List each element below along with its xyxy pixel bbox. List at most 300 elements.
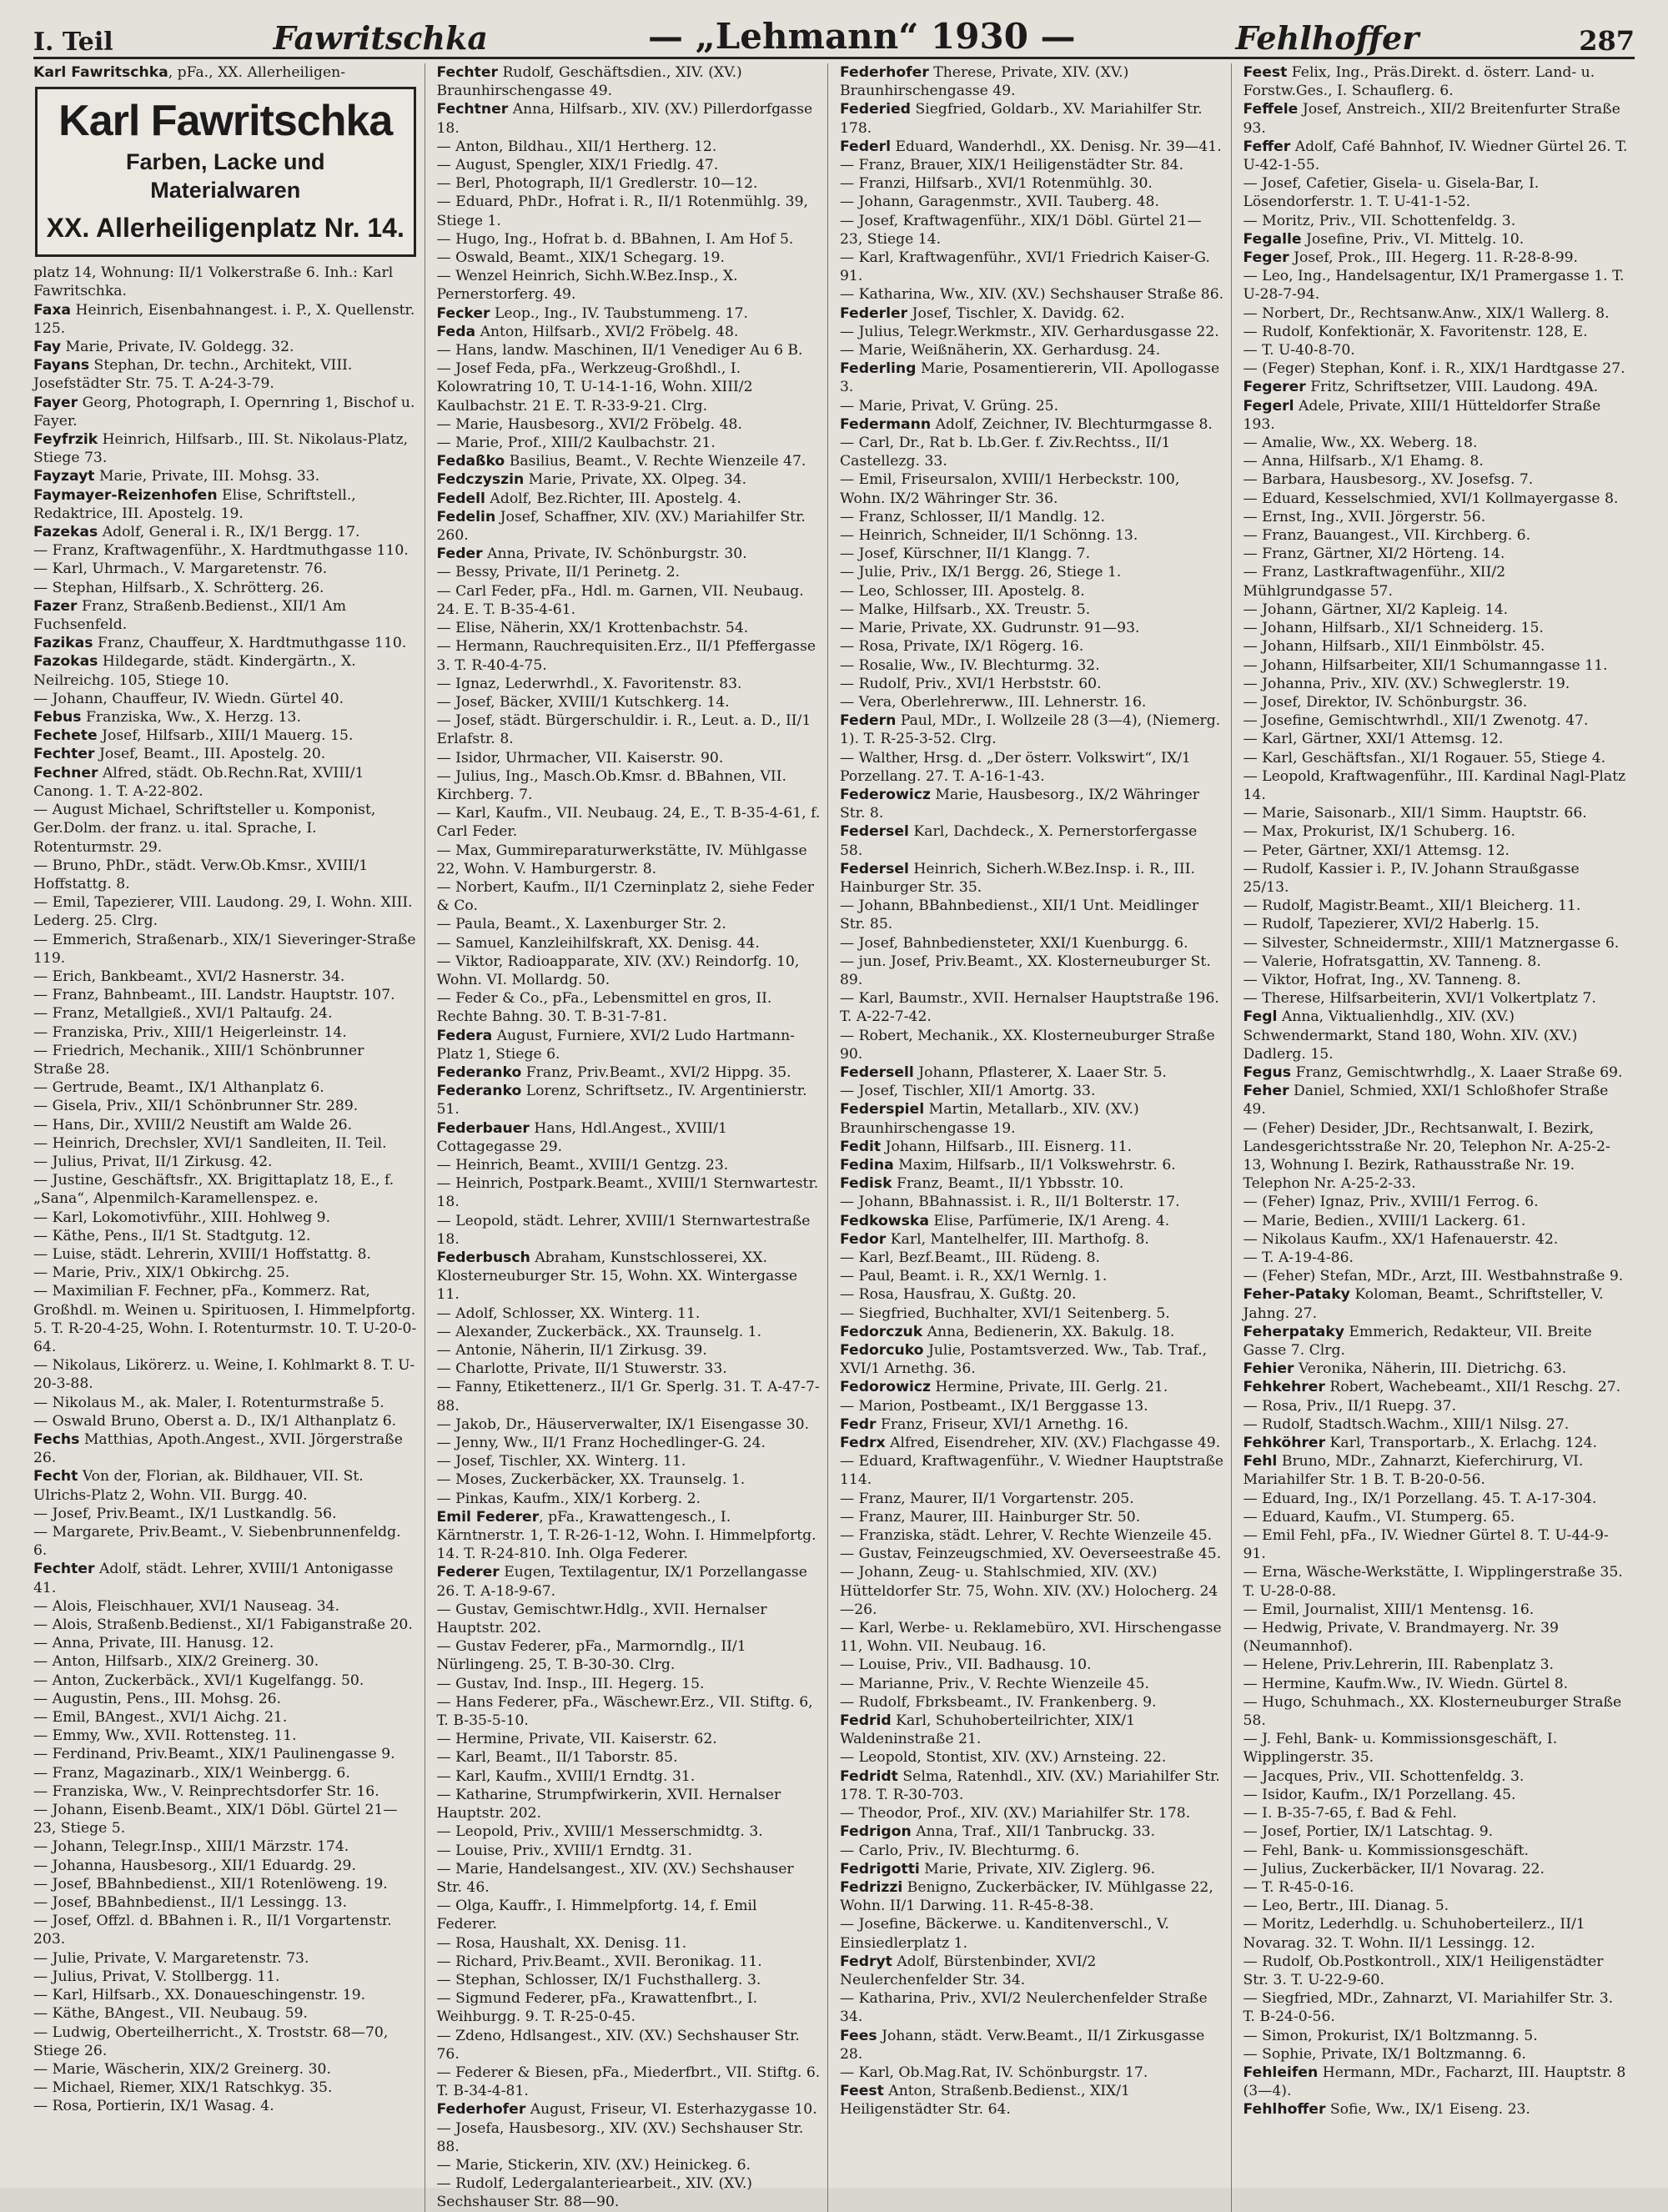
directory-entry bbox=[840, 1619, 1224, 1656]
directory-entry bbox=[1243, 452, 1629, 470]
entry-details: Marie, Private, IV. Goldegg. 32. bbox=[65, 339, 294, 356]
entry-details: Heinrich, Hilfsarb., III. St. Nikolaus-Platz, Stiege 73. bbox=[33, 431, 409, 467]
entry-surname: Fedit bbox=[840, 1138, 882, 1155]
directory-columns bbox=[33, 63, 1635, 2211]
entry-details: — Ernst, Ing., XVII. Jörgerstr. 56. bbox=[1243, 508, 1486, 525]
entry-details: — Carl Feder, pFa., Hdl. m. Garnen, VII. Neubaug. 24. E. T. B-35-4-61. bbox=[436, 582, 804, 618]
entry-details: — Johann, BBahnassist. i. R., II/1 Bolterstr. 17. bbox=[840, 1194, 1180, 1211]
directory-entry bbox=[840, 1822, 1224, 1841]
entry-details: — Stephan, Hilfsarb., X. Schrötterg. 26. bbox=[33, 579, 324, 596]
entry-details: — Marie, Wäscherin, XIX/2 Greinerg. 30. bbox=[33, 2060, 331, 2078]
directory-entry bbox=[33, 1097, 418, 1115]
directory-entry bbox=[840, 1563, 1224, 1619]
directory-entry bbox=[1243, 897, 1629, 915]
directory-entry bbox=[1243, 675, 1629, 693]
directory-entry bbox=[437, 1378, 821, 1415]
directory-entry bbox=[1243, 1860, 1629, 1878]
entry-details: Karl, Mantelhelfer, III. Marthofg. 8. bbox=[890, 1230, 1149, 1248]
column-4 bbox=[1243, 63, 1635, 2212]
entry-details: Anna, Hilfsarb., XIV. (XV.) Pillerdorfgasse 18. bbox=[436, 101, 813, 137]
ad-address: XX. Allerheiligenplatz Nr. 14. bbox=[46, 213, 404, 244]
entry-details: — Josef, Bahnbediensteter, XXI/1 Kuenburgg. 6. bbox=[840, 934, 1188, 952]
entry-details: — Johann, Chauffeur, IV. Wiedn. Gürtel 40. bbox=[33, 690, 344, 707]
directory-entry bbox=[33, 394, 418, 430]
entry-surname: Fedrx bbox=[840, 1435, 886, 1452]
entry-details: — Hans Federer, pFa., Wäschewr.Erz., VII. Stiftg. 6, T. B-35-5-10. bbox=[436, 1693, 813, 1730]
entry-details: — Josef, Portier, IX/1 Latschtag. 9. bbox=[1243, 1823, 1494, 1841]
entry-details: Hermann, MDr., Facharzt, III. Hauptstr. 8 (3—4). bbox=[1243, 2064, 1626, 2100]
entry-details: Abraham, Kunstschlosserei, XX. Klosterneuburger Str. 15, Wohn. XX. Wintergasse 11. bbox=[436, 1249, 798, 1304]
column-3 bbox=[840, 63, 1232, 2212]
directory-entry bbox=[33, 857, 418, 893]
directory-entry bbox=[33, 486, 418, 523]
entry-surname: Fedorczuk bbox=[840, 1323, 923, 1340]
directory-entry bbox=[33, 1227, 418, 1245]
entry-surname: Fayzayt bbox=[33, 468, 95, 485]
entry-details: — T. A-19-4-86. bbox=[1243, 1249, 1354, 1266]
entry-details: — Karl, Gärtner, XXI/1 Attemsg. 12. bbox=[1243, 731, 1504, 748]
entry-surname: Feher-Pataky bbox=[1243, 1286, 1350, 1304]
directory-entry bbox=[840, 860, 1224, 897]
entry-details: Josefine, Priv., VI. Mittelg. 10. bbox=[1306, 230, 1525, 248]
directory-entry bbox=[1243, 1675, 1629, 1693]
entry-details: — Berl, Photograph, II/1 Gredlerstr. 10—12. bbox=[436, 175, 758, 193]
directory-entry bbox=[840, 1323, 1224, 1341]
directory-entry bbox=[1243, 1360, 1629, 1378]
entry-details: — Karl, Beamt., II/1 Taborstr. 85. bbox=[436, 1749, 678, 1767]
directory-entry bbox=[1243, 1415, 1629, 1434]
entry-surname: Fedaßko bbox=[436, 453, 505, 470]
entry-details: — Carlo, Priv., IV. Blechturmg. 6. bbox=[840, 1842, 1080, 1859]
entry-surname: Fazokas bbox=[33, 653, 98, 671]
directory-entry bbox=[1243, 1693, 1629, 1730]
directory-entry bbox=[1243, 1008, 1629, 1063]
directory-entry bbox=[840, 1285, 1224, 1304]
directory-entry bbox=[840, 249, 1224, 285]
entry-details: Franz, Straßenb.Bedienst., XII/1 Am Fuchsenfeld. bbox=[33, 597, 347, 634]
entry-details: — Hermine, Private, VII. Kaiserstr. 62. bbox=[436, 1731, 717, 1748]
directory-entry bbox=[840, 989, 1224, 1026]
directory-entry bbox=[840, 656, 1224, 675]
entry-details: — Erna, Wäsche-Werkstätte, I. Wipplingerstraße 35. T. U-28-0-88. bbox=[1243, 1564, 1623, 1600]
directory-entry bbox=[1243, 1230, 1629, 1249]
directory-entry bbox=[33, 634, 418, 652]
entry-details: Josef, Tischler, X. Davidg. 62. bbox=[912, 304, 1125, 322]
directory-entry bbox=[33, 1134, 418, 1153]
entry-details: — Nikolaus, Likörerz. u. Weine, I. Kohlmarkt 8. T. U-20-3-88. bbox=[33, 1357, 415, 1393]
entry-details: Johann, Hilfsarb., III. Eisnerg. 11. bbox=[885, 1138, 1133, 1155]
directory-entry bbox=[33, 1837, 418, 1856]
directory-entry bbox=[437, 1434, 821, 1452]
entry-details: Von der, Florian, ak. Bildhauer, VII. St. Ulrichs-Platz 2, Wohn. VII. Burgg. 40. bbox=[33, 1468, 364, 1504]
entry-details: — Gisela, Priv., XII/1 Schönbrunner Str. 289. bbox=[33, 1098, 359, 1115]
entry-details: — Robert, Mechanik., XX. Klosterneuburger Straße 90. bbox=[840, 1027, 1215, 1063]
entry-details: Koloman, Beamt., Schriftsteller, V. Jahng. 27. bbox=[1243, 1286, 1604, 1322]
entry-surname: Emil Federer bbox=[436, 1508, 540, 1526]
entry-details: Marie, Private, XIV. Ziglerg. 96. bbox=[924, 1860, 1156, 1878]
entry-details: — Heinrich, Beamt., XVIII/1 Gentzg. 23. bbox=[436, 1156, 729, 1174]
entry-details: — August, Spengler, XIX/1 Friedlg. 47. bbox=[436, 157, 719, 174]
entry-details: — Josef, Direktor, IV. Schönburgstr. 36. bbox=[1243, 693, 1528, 711]
directory-entry bbox=[1243, 174, 1629, 211]
entry-surname: Feder bbox=[436, 545, 483, 563]
entry-details: — Hans, landw. Maschinen, II/1 Venediger Au 6 B. bbox=[436, 342, 803, 359]
entry-details: Marie, Posamentiererin, VII. Apollogasse 3. bbox=[840, 360, 1220, 396]
entry-details: — Valerie, Hofratsgattin, XV. Tanneng. 8. bbox=[1243, 953, 1541, 970]
entry-details: — Anton, Bildhau., XII/1 Hertherg. 12. bbox=[436, 138, 717, 155]
directory-entry bbox=[1243, 842, 1629, 860]
entry-details: — Alois, Straßenb.Bedienst., XI/1 Fabiganstraße 20. bbox=[33, 1616, 413, 1634]
directory-entry bbox=[1243, 508, 1629, 526]
directory-entry bbox=[1243, 1452, 1629, 1489]
entry-details: — Josef, Offzl. d. BBahnen i. R., II/1 Vorgartenstr. 203. bbox=[33, 1913, 392, 1948]
entry-details: — Karl, Geschäftsfan., XI/1 Rogauer. 55, Stiege 4. bbox=[1243, 749, 1606, 767]
directory-entry bbox=[33, 1690, 418, 1708]
directory-entry bbox=[840, 545, 1224, 563]
directory-entry bbox=[33, 1394, 418, 1412]
directory-entry bbox=[437, 1063, 821, 1082]
entry-details: — Rudolf, Magistr.Beamt., XII/1 Bleicherg. 11. bbox=[1243, 897, 1581, 915]
directory-entry bbox=[33, 2060, 418, 2079]
entry-details: — Helene, Priv.Lehrerin, III. Rabenplatz 3. bbox=[1243, 1656, 1555, 1674]
entry-details: — Katharine, Strumpfwirkerin, XVII. Hernalser Hauptstr. 202. bbox=[436, 1786, 781, 1822]
directory-entry bbox=[437, 711, 821, 748]
directory-entry bbox=[840, 582, 1224, 601]
entry-details: , pFa., XX. Allerheiligen- bbox=[168, 64, 346, 81]
directory-entry bbox=[840, 470, 1224, 507]
entry-details: — Emmerich, Straßenarb., XIX/1 Sieveringer-Straße 119. bbox=[33, 931, 416, 967]
directory-title: — „Lehmann“ 1930 — bbox=[647, 16, 1076, 57]
entry-surname: Fegalle bbox=[1243, 230, 1302, 248]
entry-details: — Käthe, Pens., II/1 St. Stadtgutg. 12. bbox=[33, 1227, 311, 1244]
entry-details: — Johanna, Priv., XIV. (XV.) Schweglerstr. 19. bbox=[1243, 675, 1570, 692]
entry-details: Sofie, Ww., IX/1 Eiseng. 23. bbox=[1329, 2101, 1530, 2119]
entry-details: — Elise, Näherin, XX/1 Krottenbachstr. 54. bbox=[436, 620, 749, 637]
entry-surname: Fayans bbox=[33, 357, 90, 375]
entry-details: — Barbara, Hausbesorg., XV. Josefsg. 7. bbox=[1243, 471, 1534, 489]
entry-details: — Josef, Tischler, XII/1 Amortg. 33. bbox=[840, 1083, 1096, 1100]
entry-details: — Friedrich, Mechanik., XIII/1 Schönbrunner Straße 28. bbox=[33, 1042, 364, 1078]
directory-entry bbox=[33, 1523, 418, 1560]
entry-details: — Siegfried, Buchhalter, XVI/1 Seitenberg. 5. bbox=[840, 1305, 1170, 1322]
entry-details: — Marie, Saisonarb., XII/1 Simm. Hauptstr. 66. bbox=[1243, 805, 1587, 822]
entry-details: Therese, Private, XIV. (XV.) Braunhirschengasse 49. bbox=[840, 64, 1129, 100]
directory-entry bbox=[437, 545, 821, 563]
entry-details: Robert, Wachebeamt., XII/1 Reschg. 27. bbox=[1329, 1379, 1621, 1396]
entry-details: — Hans, Dir., XVIII/2 Neustift am Walde 26. bbox=[33, 1116, 353, 1134]
directory-entry bbox=[1243, 637, 1629, 656]
directory-entry bbox=[840, 1341, 1224, 1378]
entry-details: — Rosa, Hausfrau, X. Gußtg. 20. bbox=[840, 1286, 1077, 1304]
entry-details: — Samuel, Kanzleihilfskraft, XX. Denisg. 44. bbox=[436, 934, 760, 952]
entry-details: — Hermann, Rauchrequisiten.Erz., II/1 Pfeffergasse 3. T. R-40-4-75. bbox=[436, 638, 816, 674]
directory-entry bbox=[33, 1004, 418, 1023]
directory-entry bbox=[840, 1174, 1224, 1193]
directory-entry bbox=[437, 2174, 821, 2211]
entry-details: — Leopold, städt. Lehrer, XVIII/1 Sternwartestraße 18. bbox=[436, 1212, 811, 1248]
directory-entry bbox=[840, 1193, 1224, 1211]
last-entry-heading: Fehlhoffer bbox=[1235, 19, 1419, 57]
directory-entry bbox=[437, 193, 821, 229]
entry-details: — Zdeno, Hdlsangest., XIV. (XV.) Sechshauser Str. 76. bbox=[436, 2027, 800, 2063]
entry-details: Adolf, General i. R., IX/1 Bergg. 17. bbox=[102, 524, 360, 541]
directory-entry bbox=[33, 1412, 418, 1430]
first-entry-heading: Fawritschka bbox=[273, 19, 488, 57]
directory-entry bbox=[840, 749, 1224, 786]
directory-entry bbox=[33, 1597, 418, 1616]
directory-entry bbox=[33, 1893, 418, 1912]
directory-entry bbox=[1243, 2027, 1629, 2045]
directory-entry bbox=[437, 675, 821, 693]
entry-details: Franz, Gemischtwrhdlg., X. Laaer Straße 69. bbox=[1295, 1063, 1623, 1081]
entry-details: Benigno, Zuckerbäcker, IV. Mühlgasse 22, Wohn. II/1 Darwing. 11. R-45-8-38. bbox=[840, 1878, 1213, 1915]
directory-entry bbox=[33, 523, 418, 541]
entry-details: — Luise, städt. Lehrerin, XVIII/1 Hoffstattg. 8. bbox=[33, 1245, 371, 1263]
directory-entry bbox=[1243, 1063, 1629, 1082]
entry-details: Daniel, Schmied, XXI/1 Schloßhofer Straße 49. bbox=[1243, 1083, 1609, 1119]
entry-details: — Julius, Privat, II/1 Zirkusg. 42. bbox=[33, 1153, 273, 1170]
entry-details: Johann, städt. Verw.Beamt., II/1 Zirkusgasse 28. bbox=[840, 2027, 1205, 2063]
directory-entry bbox=[840, 693, 1224, 711]
entry-surname: Fehleifen bbox=[1243, 2064, 1319, 2081]
entry-details: — Josef, Kürschner, II/1 Klangg. 7. bbox=[840, 545, 1091, 563]
directory-entry bbox=[1243, 749, 1629, 767]
entry-surname: Feyfrzik bbox=[33, 431, 98, 449]
entry-details: Elise, Parfümerie, IX/1 Areng. 4. bbox=[933, 1212, 1170, 1229]
entry-details: — Hugo, Schuhmach., XX. Klosterneuburger Straße 58. bbox=[1243, 1693, 1622, 1730]
entry-surname: Fedorcuko bbox=[840, 1342, 924, 1360]
entry-details: — Gustav, Gemischtwr.Hdlg., XVII. Hernalser Hauptstr. 202. bbox=[436, 1601, 767, 1637]
entry-details: Johann, Pflasterer, X. Laaer Str. 5. bbox=[918, 1063, 1167, 1081]
directory-entry bbox=[437, 1748, 821, 1767]
entry-details: — Karl, Ob.Mag.Rat, IV. Schönburgstr. 17. bbox=[840, 2064, 1148, 2081]
entry-details: — Rudolf, Tapezierer, XVI/2 Haberlg. 15. bbox=[1243, 916, 1540, 933]
directory-entry bbox=[1243, 470, 1629, 489]
entry-details: Adolf, Bez.Richter, III. Apostelg. 4. bbox=[490, 490, 741, 507]
entry-details: — Franz, Lastkraftwagenführ., XII/2 Mühlgrundgasse 57. bbox=[1243, 564, 1506, 600]
entry-details: — Therese, Hilfsarbeiterin, XVI/1 Volkertplatz 7. bbox=[1243, 990, 1596, 1008]
directory-entry bbox=[840, 1434, 1224, 1452]
directory-entry bbox=[437, 452, 821, 470]
entry-details: Hans, Hdl.Angest., XVIII/1 Cottagegasse 29. bbox=[436, 1119, 727, 1155]
directory-entry bbox=[1243, 1119, 1629, 1194]
entry-details: Adolf, Bürstenbinder, XVI/2 Neulerchenfelder Str. 34. bbox=[840, 1953, 1097, 1988]
entry-surname: Fedrizzi bbox=[840, 1878, 903, 1896]
entry-details: — Erich, Bankbeamt., XVI/2 Hasnerstr. 34. bbox=[33, 968, 345, 985]
entry-surname: Fechter bbox=[436, 64, 498, 81]
directory-entry bbox=[840, 1415, 1224, 1434]
directory-entry bbox=[840, 1989, 1224, 2026]
directory-entry bbox=[840, 1156, 1224, 1174]
entry-details: Franz, Priv.Beamt., XVI/2 Hippg. 35. bbox=[525, 1063, 791, 1081]
directory-entry bbox=[1243, 804, 1629, 822]
entry-details: — Johann, Hilfsarb., XII/1 Einmbölstr. 45. bbox=[1243, 638, 1545, 656]
entry-details: — Ignaz, Lederwrhdl., X. Favoritenstr. 83. bbox=[436, 675, 742, 692]
directory-entry bbox=[840, 675, 1224, 693]
directory-entry bbox=[437, 1360, 821, 1378]
entry-details: — Karl, Kraftwagenführ., XVI/1 Friedrich Kaiser-G. 91. bbox=[840, 249, 1210, 285]
entry-details: — Oswald, Beamt., XIX/1 Schegarg. 19. bbox=[436, 249, 725, 267]
entry-details: — Marie, Bedien., XVIII/1 Lackerg. 61. bbox=[1243, 1212, 1526, 1229]
directory-entry bbox=[840, 434, 1224, 470]
directory-entry bbox=[33, 986, 418, 1004]
entry-details: Anna, Viktualienhdlg., XIV. (XV.) Schwendermarkt, Stand 180, Wohn. XIV. (XV.) Dadlerg. 15. bbox=[1243, 1008, 1578, 1063]
directory-entry bbox=[1243, 526, 1629, 545]
directory-entry bbox=[437, 2156, 821, 2174]
entry-details: — Federer & Biesen, pFa., Miederfbrt., VII. Stiftg. 6. T. B-34-4-81. bbox=[436, 2064, 821, 2100]
page-header bbox=[33, 5, 1635, 59]
directory-entry bbox=[33, 1708, 418, 1727]
entry-details: Selma, Ratenhdl., XIV. (XV.) Mariahilfer Str. 178. T. R-30-703. bbox=[840, 1767, 1220, 1803]
directory-entry bbox=[1243, 1193, 1629, 1211]
entry-details: — Rudolf, Stadtsch.Wachm., XIII/1 Nilsg. 27. bbox=[1243, 1415, 1570, 1433]
entry-details: — Richard, Priv.Beamt., XVII. Beronikag. 11. bbox=[436, 1953, 762, 1970]
entry-details: — Hugo, Ing., Hofrat b. d. BBahnen, I. Am Hof 5. bbox=[436, 230, 794, 248]
directory-entry bbox=[1243, 1434, 1629, 1452]
entry-surname: Fedkowska bbox=[840, 1212, 929, 1229]
directory-entry bbox=[840, 2064, 1224, 2082]
entry-details: Anton, Hilfsarb., XVI/2 Fröbelg. 48. bbox=[480, 323, 739, 340]
entry-details: Marie, Private, XX. Olpeg. 34. bbox=[528, 471, 747, 489]
directory-entry bbox=[1243, 1953, 1629, 1989]
entry-details: — Antonie, Näherin, II/1 Zirkusg. 39. bbox=[436, 1342, 707, 1360]
entry-details: — Karl, Lokomotivführ., XIII. Hohlweg 9. bbox=[33, 1209, 331, 1226]
directory-entry bbox=[437, 1953, 821, 1971]
directory-entry bbox=[1243, 378, 1629, 396]
directory-entry bbox=[840, 1860, 1224, 1878]
entry-details: — Johanna, Hausbesorg., XII/1 Eduardg. 29. bbox=[33, 1857, 356, 1874]
entry-details: Anna, Traf., XII/1 Tanbruckg. 33. bbox=[916, 1823, 1156, 1841]
entry-details: — Rudolf, Ob.Postkontroll., XIX/1 Heiligenstädter Str. 3. T. U-22-9-60. bbox=[1243, 1953, 1604, 1988]
directory-entry bbox=[33, 968, 418, 986]
entry-details: Josef, Hilfsarb., XIII/1 Mauerg. 15. bbox=[102, 727, 354, 745]
directory-entry bbox=[437, 1119, 821, 1156]
entry-details: — I. B-35-7-65, f. Bad & Fehl. bbox=[1243, 1805, 1457, 1822]
entry-details: — Marie, Hausbesorg., XVI/2 Fröbelg. 48. bbox=[436, 415, 742, 433]
entry-details: — Karl, Uhrmach., V. Margaretenstr. 76. bbox=[33, 561, 328, 578]
entry-surname: Fechner bbox=[33, 764, 98, 782]
entry-surname: Fecker bbox=[436, 304, 490, 322]
entry-details: — Isidor, Kaufm., IX/1 Porzellang. 45. bbox=[1243, 1786, 1516, 1803]
entry-details: Julie, Postamtsverzed. Ww., Tab. Traf., XVI/1 Arnethg. 36. bbox=[840, 1342, 1208, 1378]
directory-entry bbox=[840, 1767, 1224, 1804]
directory-entry bbox=[840, 1249, 1224, 1267]
entry-details: — Eduard, Kesselschmied, XVI/1 Kollmayergasse 8. bbox=[1243, 490, 1619, 507]
directory-entry bbox=[437, 304, 821, 323]
directory-entry bbox=[840, 212, 1224, 249]
ad-line-2: Materialwaren bbox=[150, 178, 301, 204]
entry-surname: Febus bbox=[33, 709, 82, 726]
directory-entry bbox=[437, 619, 821, 637]
entry-details: — Norbert, Kaufm., II/1 Czerninplatz 2, siehe Feder & Co. bbox=[436, 878, 814, 915]
directory-entry bbox=[1243, 656, 1629, 675]
entry-surname: Federsell bbox=[840, 1063, 914, 1081]
directory-entry bbox=[1243, 1619, 1629, 1656]
entry-details: — Paul, Beamt. i. R., XX/1 Wernlg. 1. bbox=[840, 1268, 1108, 1285]
directory-entry bbox=[33, 1116, 418, 1134]
directory-entry bbox=[840, 619, 1224, 637]
entry-details: — Moritz, Lederhdlg. u. Schuhoberteilerz., II/1 Novarag. 32. T. Wohn. II/1 Lessingg. 12. bbox=[1243, 1916, 1585, 1952]
entry-surname: Feest bbox=[840, 2083, 884, 2100]
directory-entry bbox=[1243, 1601, 1629, 1619]
entry-details: — Marianne, Priv., V. Rechte Wienzeile 45. bbox=[840, 1675, 1150, 1692]
entry-details: — Käthe, BAngest., VII. Neubaug. 59. bbox=[33, 2005, 308, 2023]
directory-entry bbox=[1243, 1508, 1629, 1526]
directory-entry bbox=[437, 1786, 821, 1822]
entry-surname: Federn bbox=[840, 712, 897, 730]
entry-details: — Amalie, Ww., XX. Weberg. 18. bbox=[1243, 435, 1478, 452]
entry-details: — Malke, Hilfsarb., XX. Treustr. 5. bbox=[840, 601, 1091, 618]
directory-entry bbox=[840, 174, 1224, 193]
directory-entry bbox=[1243, 249, 1629, 267]
entry-surname: Federhofer bbox=[840, 64, 929, 81]
entry-surname: Fayer bbox=[33, 394, 78, 411]
entry-surname: Federbusch bbox=[436, 1249, 530, 1266]
entry-details: Eduard, Wanderhdl., XX. Denisg. Nr. 39—41. bbox=[895, 138, 1222, 155]
entry-surname: Fedelin bbox=[436, 508, 496, 525]
directory-entry bbox=[33, 726, 418, 745]
directory-entry bbox=[840, 415, 1224, 434]
entry-surname: Feda bbox=[436, 323, 476, 340]
entry-surname: Federbauer bbox=[436, 1119, 530, 1137]
entry-details: Bruno, MDr., Zahnarzt, Kieferchirurg, VI. Mariahilfer Str. 1 B. T. B-20-0-56. bbox=[1243, 1453, 1584, 1489]
directory-entry bbox=[1243, 1526, 1629, 1563]
directory-entry bbox=[33, 1171, 418, 1208]
entry-details: — Rosa, Private, IX/1 Rögerg. 16. bbox=[840, 638, 1084, 656]
directory-entry bbox=[1243, 1878, 1629, 1897]
entry-details: — Silvester, Schneidermstr., XIII/1 Matznergasse 6. bbox=[1243, 934, 1620, 952]
directory-entry bbox=[437, 1860, 821, 1897]
entry-details: — Olga, Kauffr., I. Himmelpfortg. 14, f. Emil Federer. bbox=[436, 1898, 757, 1933]
directory-entry bbox=[437, 490, 821, 508]
directory-entry bbox=[840, 1082, 1224, 1100]
entry-details: — Hermine, Kaufm.Ww., IV. Wiedn. Gürtel 8. bbox=[1243, 1675, 1569, 1692]
entry-details: — Rudolf, Kassier i. P., IV. Johann Straußgasse 25/13. bbox=[1243, 860, 1580, 896]
entry-surname: Fechter bbox=[33, 746, 95, 763]
entry-details: — Rosa, Haushalt, XX. Denisg. 11. bbox=[436, 1934, 687, 1952]
entry-details: — Josefine, Bäckerwe. u. Kanditenverschl., V. Einsiedlerplatz 1. bbox=[840, 1916, 1169, 1952]
directory-entry bbox=[437, 138, 821, 156]
entry-surname: Fedrid bbox=[840, 1712, 892, 1730]
directory-entry bbox=[33, 1634, 418, 1652]
directory-entry bbox=[437, 1693, 821, 1730]
entry-surname: Feherpataky bbox=[1243, 1323, 1344, 1340]
entry-details: — Emil, Friseursalon, XVIII/1 Herbeckstr. 100, Wohn. IX/2 Währinger Str. 36. bbox=[840, 471, 1180, 507]
entry-surname: Fecht bbox=[33, 1468, 78, 1486]
directory-entry bbox=[437, 2027, 821, 2064]
directory-entry bbox=[33, 1023, 418, 1042]
entry-details: — Josef Feda, pFa., Werkzeug-Großhdl., I. Kolowratring 10, T. U-14-1-16, Wohn. XIII/2 Kaulbachstr. 21 E. T. R-33-9-21. Clrg. bbox=[436, 360, 753, 415]
directory-entry bbox=[33, 2023, 418, 2060]
entry-details: — Ludwig, Oberteilherricht., X. Troststr. 68—70, Stiege 26. bbox=[33, 2023, 389, 2059]
directory-entry bbox=[437, 1082, 821, 1119]
entry-details: — Heinrich, Schneider, II/1 Schönng. 13. bbox=[840, 527, 1138, 545]
directory-entry bbox=[1243, 341, 1629, 359]
entry-details: — Johann, Hilfsarb., XI/1 Schneiderg. 15. bbox=[1243, 620, 1544, 637]
directory-entry bbox=[33, 264, 418, 300]
directory-entry bbox=[840, 1526, 1224, 1545]
directory-entry bbox=[33, 1282, 418, 1356]
directory-entry bbox=[1243, 1563, 1629, 1600]
directory-entry bbox=[840, 1953, 1224, 1989]
directory-entry bbox=[1243, 267, 1629, 304]
entry-details: Franz, Beamt., II/1 Ybbsstr. 10. bbox=[897, 1175, 1124, 1193]
entry-details: — Sophie, Private, IX/1 Boltzmanng. 6. bbox=[1243, 2045, 1526, 2063]
entry-details: Felix, Ing., Präs.Direkt. d. österr. Land- u. Forstw.Ges., I. Schauflerg. 6. bbox=[1243, 64, 1595, 100]
entry-details: — Louise, Priv., XVIII/1 Erndtg. 31. bbox=[436, 1842, 692, 1859]
directory-entry bbox=[33, 1616, 418, 1634]
directory-entry bbox=[33, 690, 418, 708]
